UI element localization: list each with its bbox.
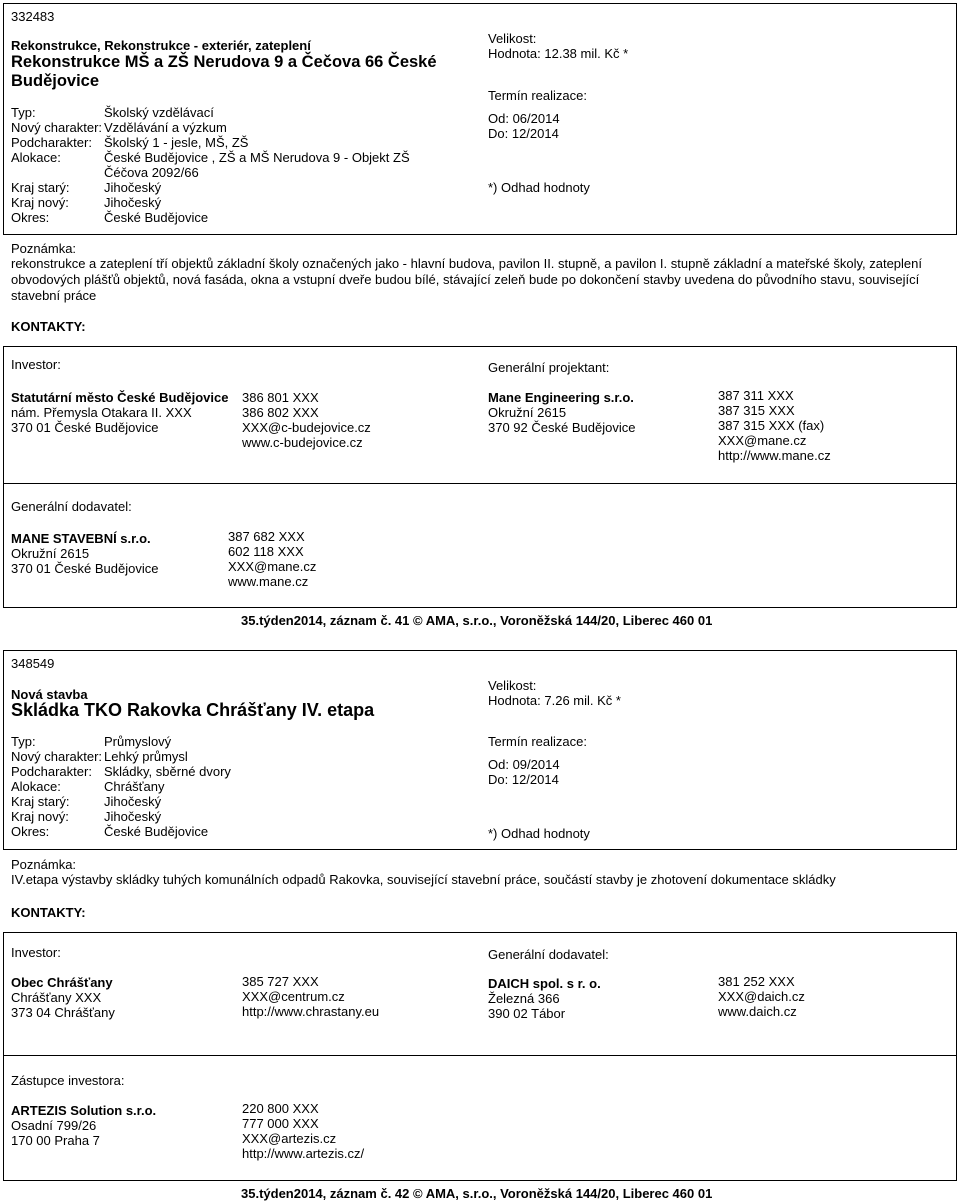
contact-phone: 777 000 XXX (242, 1116, 319, 1131)
contact-address: 170 00 Praha 7 (11, 1133, 100, 1148)
hodnota: Hodnota: 12.38 mil. Kč * (488, 46, 629, 61)
contact-web: http://www.artezis.cz/ (242, 1146, 365, 1161)
contact-name: DAICH spol. s r. o. (488, 976, 601, 991)
field-label: Kraj starý: (11, 180, 70, 195)
contact-email: XXX@centrum.cz (242, 989, 345, 1004)
contact-name: Statutární město České Budějovice (11, 390, 229, 405)
contact-email: XXX@c-budejovice.cz (242, 420, 371, 435)
record-id: 332483 (11, 9, 55, 24)
field-label: Alokace: (11, 150, 61, 165)
velikost-label: Velikost: (488, 678, 537, 693)
contact-address: Okružní 2615 (11, 546, 90, 561)
contact-web: www.mane.cz (228, 574, 309, 589)
record-title-line1: Rekonstrukce MŠ a ZŠ Nerudova 9 a Čečova 66 České (11, 53, 437, 71)
poznamka-label: Poznámka: (11, 241, 77, 256)
field-value: Vzdělávání a výzkum (104, 120, 227, 135)
poznamka-text: IV.etapa výstavby skládky tuhých komunálních odpadů Rakovka, související stavební práce, součástí stavby je zhotovení dokumentace skládky (11, 872, 836, 887)
record-category: Nová stavba (11, 687, 88, 702)
contact-phone: 387 311 XXX (718, 388, 794, 403)
contact-dodavatel-phones (228, 529, 316, 589)
contact-fax: 387 315 XXX (fax) (718, 418, 825, 433)
field-value: Průmyslový (104, 734, 172, 749)
contact-email: XXX@artezis.cz (242, 1131, 337, 1146)
field-label: Nový charakter: (11, 749, 103, 764)
contact-role: Investor: (11, 945, 61, 960)
contact-name: Obec Chrášťany (11, 975, 113, 990)
contact-web: http://www.mane.cz (718, 448, 831, 463)
kontakty-heading: KONTAKTY: (11, 905, 86, 920)
contact-role: Generální projektant: (488, 360, 610, 375)
contact-investor (11, 975, 115, 1020)
contact-address: Železná 366 (488, 991, 560, 1006)
contact-phone: 386 801 XXX (242, 390, 319, 405)
contact-role: Generální dodavatel: (11, 499, 132, 514)
field-label: Typ: (11, 734, 36, 749)
record-title (11, 53, 437, 91)
field-value: Skládky, sběrné dvory (104, 764, 231, 779)
contact-phone: 381 252 XXX (718, 974, 795, 989)
contact-phone: 385 727 XXX (242, 974, 319, 989)
field-value: Lehký průmysl (104, 749, 188, 764)
contact-projektant-phones (718, 388, 831, 463)
termin-label: Termín realizace: (488, 734, 587, 749)
contact-name: ARTEZIS Solution s.r.o. (11, 1103, 157, 1118)
contact-zastupce-phones (242, 1101, 364, 1161)
contact-address: 390 02 Tábor (488, 1006, 566, 1021)
field-label: Podcharakter: (11, 135, 92, 150)
termin-label: Termín realizace: (488, 88, 587, 103)
record-fields (11, 734, 231, 839)
field-label: Kraj starý: (11, 794, 70, 809)
field-label: Podcharakter: (11, 764, 92, 779)
contact-phone: 220 800 XXX (242, 1101, 319, 1116)
contact-address: Osadní 799/26 (11, 1118, 97, 1133)
field-label: Alokace: (11, 779, 61, 794)
field-value: Jihočeský (104, 195, 162, 210)
field-value: Jihočeský (104, 794, 162, 809)
contact-investor (11, 390, 228, 435)
contact-phone: 386 802 XXX (242, 405, 319, 420)
field-label: Nový charakter: (11, 120, 103, 135)
field-label: Okres: (11, 824, 50, 839)
contact-role: Zástupce investora: (11, 1073, 125, 1088)
record-id: 348549 (11, 656, 55, 671)
contact-dodavatel (11, 531, 158, 576)
contact-dodavatel (488, 976, 601, 1021)
termin-do: Do: 12/2014 (488, 126, 559, 141)
field-value: Chrášťany (104, 779, 165, 794)
poznamka-label: Poznámka: (11, 857, 77, 872)
record-footer: 35.týden2014, záznam č. 42 © AMA, s.r.o., Voroněžská 144/20, Liberec 460 01 (241, 1186, 713, 1201)
contact-web: http://www.chrastany.eu (242, 1004, 380, 1019)
field-label: Kraj nový: (11, 809, 69, 824)
field-value: České Budějovice (104, 210, 209, 225)
contact-address: 370 92 České Budějovice (488, 420, 636, 435)
record-title-line2: Budějovice (11, 72, 100, 90)
contact-name: Mane Engineering s.r.o. (488, 390, 634, 405)
field-value: Školský 1 - jesle, MŠ, ZŠ (104, 135, 249, 150)
contact-address: nám. Přemysla Otakara II. XXX (11, 405, 192, 420)
odhad-note: *) Odhad hodnoty (488, 826, 590, 841)
contact-address: 373 04 Chrášťany (11, 1005, 115, 1020)
contact-phone: 387 682 XXX (228, 529, 305, 544)
contact-dodavatel-phones (718, 974, 805, 1019)
contact-name: MANE STAVEBNÍ s.r.o. (11, 531, 151, 546)
record-title: Skládka TKO Rakovka Chrášťany IV. etapa (11, 700, 375, 720)
contact-role: Generální dodavatel: (488, 947, 609, 962)
poznamka-text: rekonstrukce a zateplení tří objektů základní školy označených jako - hlavní budova, pavilon II. stupně, a pavilon I. stupně základní a mateřské školy, zateplení obvodových plášťů objektů, nová fasáda, okna a vstupní dveře budou bílé, stávající zeleň bude po dokončení stavby uvedena do původního stavu, související stavební práce (11, 256, 922, 303)
field-value: Jihočeský (104, 180, 162, 195)
contact-address: Okružní 2615 (488, 405, 567, 420)
termin-do: Do: 12/2014 (488, 772, 559, 787)
contact-email: XXX@mane.cz (718, 433, 807, 448)
contact-web: www.c-budejovice.cz (242, 435, 363, 450)
field-value: Jihočeský (104, 809, 162, 824)
record-category: Rekonstrukce, Rekonstrukce - exteriér, zateplení (11, 38, 311, 53)
contact-address: 370 01 České Budějovice (11, 561, 159, 576)
contact-zastupce (11, 1103, 156, 1148)
contact-investor-phones (242, 390, 371, 450)
velikost-label: Velikost: (488, 31, 537, 46)
termin-od: Od: 09/2014 (488, 757, 560, 772)
field-value: Čéčova 2092/66 (104, 165, 199, 180)
field-label: Okres: (11, 210, 50, 225)
contact-address: Chrášťany XXX (11, 990, 102, 1005)
record-fields (11, 105, 410, 225)
field-value: České Budějovice , ZŠ a MŠ Nerudova 9 - Objekt ZŠ (104, 150, 410, 165)
odhad-note: *) Odhad hodnoty (488, 180, 590, 195)
contact-projektant (488, 390, 635, 435)
field-value: Školský vzdělávací (104, 105, 214, 120)
record-footer: 35.týden2014, záznam č. 41 © AMA, s.r.o., Voroněžská 144/20, Liberec 460 01 (241, 613, 713, 628)
contact-phone: 602 118 XXX (228, 544, 304, 559)
field-label: Typ: (11, 105, 36, 120)
contact-investor-phones (242, 974, 379, 1019)
contact-email: XXX@mane.cz (228, 559, 317, 574)
kontakty-heading: KONTAKTY: (11, 319, 86, 334)
contact-phone: 387 315 XXX (718, 403, 795, 418)
field-value: České Budějovice (104, 824, 209, 839)
contact-web: www.daich.cz (718, 1004, 797, 1019)
contact-address: 370 01 České Budějovice (11, 420, 159, 435)
hodnota: Hodnota: 7.26 mil. Kč * (488, 693, 621, 708)
termin-od: Od: 06/2014 (488, 111, 560, 126)
contact-role: Investor: (11, 357, 61, 372)
contact-email: XXX@daich.cz (718, 989, 805, 1004)
field-label: Kraj nový: (11, 195, 69, 210)
